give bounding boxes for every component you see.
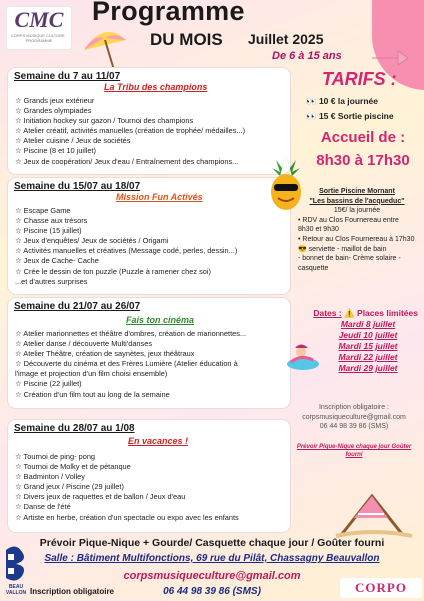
inscription-phone: 06 44 98 39 86 (SMS) [319, 423, 389, 430]
list-item: ☆ Grand jeux / Piscine (29 juillet) [15, 482, 124, 492]
footer-email[interactable]: corpsmusiqueculture@gmail.com [123, 570, 301, 582]
pool-subtitle: "Les bassins de l'acqueduc" [309, 197, 405, 205]
list-item: ☆ Jeux de Cache- Cache [15, 256, 99, 266]
beauvallon-text: BEAU VALLON [5, 584, 27, 596]
week-theme: En vacances ! [128, 436, 189, 446]
list-item: ☆ Danse de l'été [15, 502, 71, 512]
list-item: ☆ Grands jeux extérieur [15, 96, 95, 105]
pool-return: • Retour au Clos Fournereau à 17h30 [298, 235, 415, 243]
list-item: ☆ Activités manuelles et créatives (Message codé, perles, dessin...) [15, 246, 238, 256]
footer-inscription: Inscription obligatoire [30, 587, 115, 596]
footer-phone: 06 44 98 39 86 (SMS) [163, 586, 261, 597]
list-item: ☆ Piscine (15 juillet) [15, 226, 82, 236]
week-card-3 [8, 298, 290, 408]
pool-rdv: • RDV au Clos Fournereau entre 8h30 et 9h30 [298, 216, 399, 234]
inscription-title: Inscription obligatoire : [318, 404, 390, 411]
page-subtitle: DU MOIS [150, 30, 223, 49]
date-item: Jeudi 10 juillet [338, 330, 398, 340]
week-card-2 [8, 178, 290, 294]
list-item: ☆ Divers jeux de raquettes et de ballon / Jeux d'eau [15, 492, 186, 502]
corpo-logo [340, 578, 422, 598]
opening-time: 8h30 à 17h30 [316, 152, 410, 169]
list-item: ☆ Initiation hockey sur gazon / Tournoi des champions [15, 116, 194, 126]
week-dates: Semaine du 15/07 au 18/07 [14, 181, 141, 192]
date-item: Mardi 15 juillet [338, 341, 398, 351]
dates-note: Places limitées [357, 308, 418, 318]
list-item: ☆ Atelier Théâtre, création de saynètes, jeux théâtraux [15, 349, 195, 359]
week-theme: Mission Fun Activés [116, 192, 203, 202]
beauvallon-logo [2, 544, 30, 596]
age-range: De 6 à 15 ans [272, 50, 342, 62]
list-item: ☆ Tournoi de Molky et de pétanque [15, 462, 131, 472]
logo-subtitle: CORPS MUSIQUE CULTURE · PROGRAMME [10, 33, 68, 43]
eyes-icon: 👀 [306, 96, 319, 106]
list-item: ☆ Badminton / Volley [15, 472, 85, 482]
month-label: Juillet 2025 [248, 31, 324, 47]
list-item: ☆ Création d'un film tout au long de la semaine [15, 389, 170, 399]
list-item: ☆ Atelier marionnettes et théâtre d'ombres, création de marionnettes... [15, 329, 247, 338]
list-item: ☆ Jeux d'enquêtes/ Jeux de sociétés / Origami [15, 236, 169, 246]
date-item: Mardi 29 juillet [338, 363, 398, 373]
list-item: ☆ Atelier créatif, activités manuelles (création de trophée/ médailles...) [15, 126, 246, 136]
footer-notice: Prévoir Pique-Nique + Gourde/ Casquette chaque jour / Goûter fourni [39, 537, 385, 549]
opening-label: Accueil de : [320, 129, 406, 146]
list-item: ☆ Découverte du cinéma et des Frères Lumière (Atelier éducation à [15, 359, 238, 369]
pool-price: 15€/ la journée [333, 207, 381, 215]
beach-chair-icon [332, 488, 416, 540]
date-item: Mardi 8 juillet [340, 319, 396, 329]
pool-bring: serviette - maillot de bain [308, 245, 387, 253]
footer-address: Salle : Bâtiment Multifonctions, 69 rue du Pilât, Chassagny Beauvallon [44, 553, 380, 564]
inscription-note: Prévoir Pique-Nique chaque jour Goûter fourni [296, 444, 412, 458]
tarifs-title: TARIFS : [322, 69, 397, 89]
list-item: ☆ Jeux de coopération/ Jeux d'eau / Entraînement des champions... [15, 156, 239, 166]
tarif-pool-label: 15 € Sortie piscine [318, 111, 394, 121]
sunglasses-icon: 😎 [298, 245, 309, 253]
activity-list [15, 329, 246, 400]
list-item: ...et d'autres surprises [15, 276, 88, 286]
eyes-icon: 👀 [306, 111, 319, 121]
dates-title: Dates : [313, 308, 342, 318]
pool-title: Sortie Piscine Mornant [319, 188, 395, 195]
opening-hours [302, 128, 424, 170]
corpo-text: CORPO [355, 580, 407, 595]
list-item: ☆ Atelier danse / découverte Multi'danses [15, 339, 153, 349]
week-dates: Semaine du 7 au 11/07 [14, 71, 121, 82]
inscription-info [286, 403, 422, 432]
week-theme: Fais ton cinéma [126, 315, 195, 325]
week-dates: Semaine du 28/07 au 1/08 [14, 423, 135, 434]
logo-text: CMC [14, 7, 64, 32]
list-item: ☆ Grandes olympiades [15, 106, 92, 116]
list-item: ☆ Crée le dessin de ton puzzle (Puzzle à ramener chez soi) [15, 266, 211, 276]
list-item: l'image et projection d'un film choisi ensemble) [15, 369, 168, 379]
tarif-day-label: 10 € la journée [318, 96, 379, 106]
arrow-icon [370, 48, 410, 68]
pool-info [298, 187, 416, 273]
list-item: ☆ Tournoi de ping- pong [15, 452, 96, 461]
list-item: ☆ Escape Game [15, 206, 71, 215]
cmc-logo [6, 6, 72, 50]
tarif-pool [306, 111, 394, 122]
pool-dates [308, 308, 418, 374]
list-item: ☆ Atelier cuisine / Jeux de sociétés [15, 136, 131, 146]
beach-umbrella-icon [82, 26, 130, 72]
list-item: ☆ Piscine (22 juillet) [15, 379, 82, 389]
list-item: ☆ Artiste en herbe, création d'un spectacle ou expo avec les enfants [15, 512, 239, 522]
tarif-day [306, 96, 378, 107]
activity-list [15, 452, 239, 523]
list-item: ☆ Piscine (8 et 10 juillet) [15, 146, 96, 156]
activity-list [15, 206, 237, 287]
activity-list [15, 96, 245, 167]
list-item: ☆ Chasse aux trésors [15, 216, 88, 226]
pool-bring-more: - bonnet de bain- Crème solaire - casquette [298, 255, 401, 272]
week-card-4 [8, 420, 290, 532]
page-title: Programme [92, 0, 245, 26]
week-card-1 [8, 68, 290, 174]
inscription-email[interactable]: corpsmusiqueculture@gmail.com [302, 413, 406, 421]
week-theme: La Tribu des champions [104, 82, 208, 92]
date-item: Mardi 22 juillet [338, 352, 398, 362]
warning-icon: ⚠️ [344, 308, 355, 318]
week-dates: Semaine du 21/07 au 26/07 [14, 301, 141, 312]
